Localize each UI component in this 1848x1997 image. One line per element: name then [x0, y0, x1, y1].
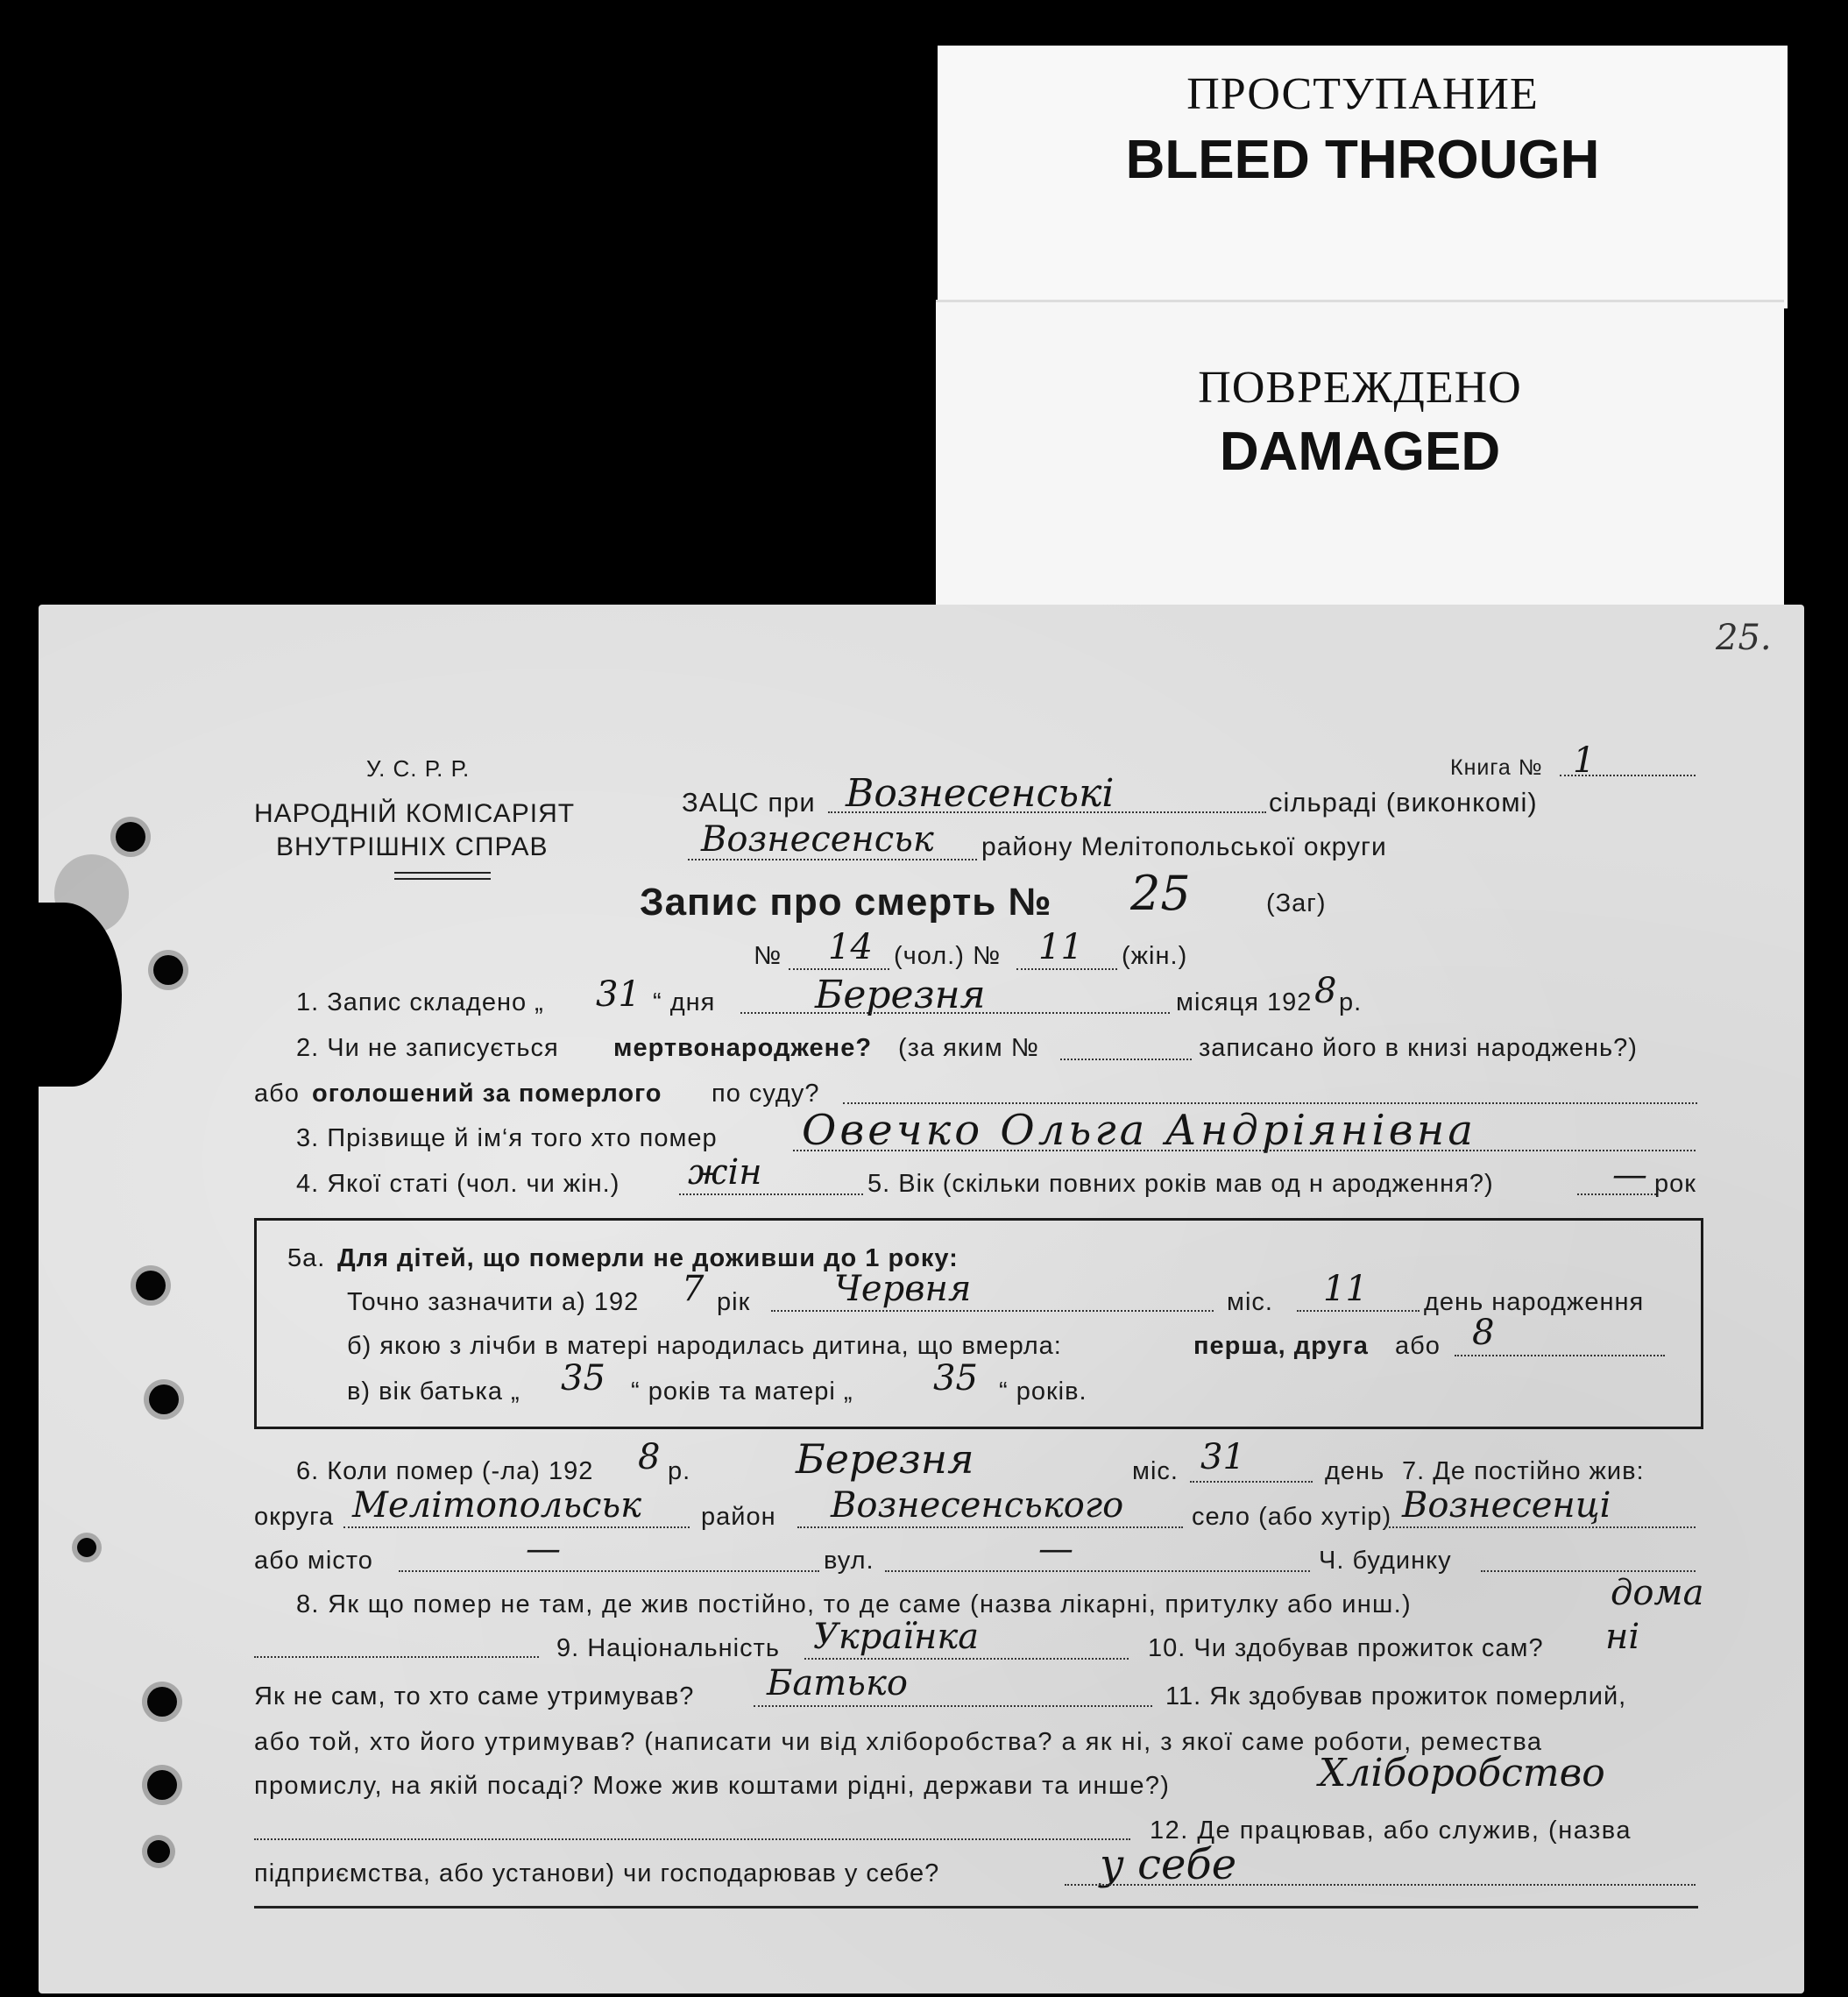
vul-label: вул. [824, 1547, 874, 1575]
raion-label: район [701, 1503, 776, 1531]
field-11-value: Хліборобство [1319, 1751, 1605, 1795]
okruga-label: округа [254, 1503, 335, 1531]
field-5a-month-blank [771, 1310, 1214, 1312]
field-1-label: 1. Запис складено „ [296, 988, 544, 1016]
ussr-label: У. С. Р. Р. [366, 755, 471, 782]
field-5a-title: Для дітей, що померли не доживши до 1 року: [337, 1244, 959, 1272]
field-5a-month-label: міс. [1227, 1288, 1273, 1316]
field-1-end: р. [1339, 988, 1363, 1016]
field-9-label: 9. Національність [556, 1634, 781, 1662]
punch-hole [147, 1687, 177, 1717]
field-6-r: р. [668, 1457, 691, 1485]
field-5a-day-label: день народження [1424, 1288, 1645, 1316]
field-9-blank [804, 1658, 1129, 1660]
female-number: 11 [1038, 927, 1083, 967]
field-8-label: 8. Як що помер не там, де жив постійно, то де саме (назва лікарні, притулку або инш.) [296, 1590, 1412, 1618]
field-3-label: 3. Прізвище й ім‘я того хто помер [296, 1124, 718, 1152]
field-8-value: дома [1611, 1573, 1704, 1613]
field-1-year: 8 [1314, 971, 1337, 1011]
misto-label: або місто [254, 1547, 373, 1575]
field-11-label: 11. Як здобував прожиток померлий, [1165, 1682, 1627, 1710]
support-label: Як не сам, то хто саме утримував? [254, 1682, 695, 1710]
field-6-day-label: день [1325, 1457, 1385, 1485]
field-5a-year: 7 [682, 1269, 705, 1309]
punch-hole [77, 1538, 96, 1557]
punch-hole [116, 822, 145, 852]
district-value: Вознесенськ [701, 819, 934, 860]
field-1-month: Березня [815, 973, 986, 1017]
commissariat-line1: НАРОДНІЙ КОМІСАРІЯТ [254, 799, 576, 828]
field-5a-line1-label: Точно зазначити а) 192 [347, 1288, 640, 1316]
field-5a-line3-label: в) вік батька „ [347, 1377, 520, 1406]
bleed-through-ru: ПРОСТУПАНИЕ [1186, 69, 1539, 119]
field-12-blank [1065, 1884, 1696, 1886]
punch-hole [147, 1770, 177, 1800]
punch-hole [149, 1384, 179, 1414]
field-2-label: 2. Чи не записується [296, 1034, 559, 1062]
field-5a-line2-label: б) якою з лічби в матері народилась дитина, що вмерла: [347, 1332, 1062, 1360]
field-1-day-label: “ дня [653, 988, 716, 1016]
field-12-label: 12. Де працював, або служив, (назва [1150, 1816, 1632, 1845]
selo-value: Вознесенці [1402, 1485, 1611, 1526]
field-4-label: 4. Якої статі (чол. чи жін.) [296, 1170, 620, 1198]
damaged-ru: ПОВРЕЖДЕНО [1198, 363, 1522, 413]
female-blank [1016, 968, 1117, 970]
field-1-day: 31 [596, 974, 641, 1015]
field-2-court-blank [843, 1102, 1697, 1104]
field-4-blank [679, 1193, 863, 1195]
selo-label: село (або хутір) [1192, 1503, 1392, 1531]
field-5-value: — [1612, 1155, 1647, 1195]
male-suffix: (чол.) № [894, 942, 1002, 970]
field-2-stillborn: мертвонароджене? [613, 1034, 873, 1062]
damaged-label-card [936, 300, 1784, 605]
budynok-label: Ч. будинку [1319, 1547, 1452, 1575]
field-12-line2: підприємства, або установи) чи господарював у себе? [254, 1859, 940, 1887]
punch-hole [153, 955, 183, 985]
okruga-blank [343, 1526, 690, 1528]
field-5-unit: рок [1654, 1170, 1696, 1198]
field-12-value: у себе [1100, 1840, 1237, 1889]
field-6-day-blank [1190, 1481, 1313, 1483]
field-7-label: 7. Де постійно жив: [1402, 1457, 1645, 1485]
field-2-court: по суду? [712, 1080, 820, 1108]
commissariat-line2: ВНУТРІШНІХ СПРАВ [276, 832, 549, 861]
field-2-blank [1060, 1059, 1192, 1060]
field-2-number-label: (за яким № [898, 1034, 1039, 1062]
bottom-rule [254, 1906, 1698, 1908]
raion-value: Вознесенського [831, 1485, 1124, 1526]
field-1-month-blank [740, 1012, 1170, 1014]
record-suffix: (Заг) [1266, 889, 1327, 917]
header-rule [394, 872, 491, 874]
district-blank [688, 859, 977, 860]
field-5a-line3-mid: “ років та матері „ [631, 1377, 853, 1406]
field-5a-or: або [1395, 1332, 1441, 1360]
zags-value: Вознесенські [846, 771, 1115, 816]
field-3-blank [793, 1150, 1696, 1151]
field-4-value: жін [688, 1152, 762, 1193]
punch-hole [136, 1271, 166, 1300]
page-number: 25. [1716, 618, 1772, 658]
zags-blank [828, 811, 1266, 813]
field-5a-first-second: перша, друга [1193, 1332, 1369, 1360]
misto-value: — [526, 1529, 561, 1569]
field-5a-day-blank [1297, 1310, 1420, 1312]
field-8-blank [254, 1656, 539, 1658]
zags-label: ЗАЦС при [682, 787, 816, 818]
field-9-value: Українка [813, 1617, 980, 1657]
bleed-through-en: BLEED THROUGH [1125, 130, 1600, 190]
field-10-label: 10. Чи здобував прожиток сам? [1148, 1634, 1544, 1662]
field-6-year: 8 [638, 1437, 661, 1477]
okruga-value: Мелітопольськ [352, 1485, 642, 1526]
record-title: Запис про смерть № [640, 881, 1052, 924]
field-6-label: 6. Коли помер (-ла) 192 [296, 1457, 594, 1485]
female-suffix: (жін.) [1122, 942, 1188, 970]
field-3-value: Овечко Ольга Андріянівна [802, 1106, 1476, 1155]
field-5a-father-age: 35 [561, 1358, 605, 1399]
record-number: 25 [1130, 866, 1191, 921]
field-5a-order: 8 [1472, 1313, 1495, 1353]
field-5a-line3-end: “ років. [999, 1377, 1087, 1406]
field-6-month: Березня [796, 1435, 974, 1483]
field-6-month-label: міс. [1132, 1457, 1179, 1485]
selo-blank [1384, 1526, 1696, 1528]
field-5a-number: 5а. [287, 1244, 326, 1272]
field-5-blank [1577, 1193, 1656, 1195]
field-11-blank [254, 1838, 1130, 1840]
field-5a-order-blank [1455, 1355, 1665, 1356]
book-blank [1560, 775, 1696, 776]
male-number-label: № [754, 942, 782, 970]
field-5a-mother-age: 35 [933, 1358, 978, 1399]
district-label: району Мелітопольської округи [981, 832, 1387, 861]
bleed-through-label-card [938, 46, 1788, 308]
field-5a-year-label: рік [717, 1288, 751, 1316]
field-2-or: або [254, 1080, 300, 1108]
field-1-year-label: місяця 192 [1176, 988, 1313, 1016]
field-2-register: записано його в книзі народжень?) [1199, 1034, 1638, 1062]
field-5a-month: Червня [834, 1269, 972, 1309]
male-blank [789, 968, 889, 970]
field-11-line3: промислу, на якій посаді? Може жив коштами рідні, держави та инше?) [254, 1772, 1171, 1800]
punch-hole [147, 1840, 170, 1863]
vul-value: — [1038, 1529, 1073, 1569]
field-6-day: 31 [1200, 1437, 1245, 1477]
book-number: 1 [1573, 740, 1596, 781]
field-2-declared: оголошений за померлого [312, 1080, 662, 1108]
field-5a-day: 11 [1323, 1269, 1368, 1309]
misto-blank [399, 1570, 819, 1572]
field-5-label: 5. Вік (скільки повних років мав од н ародження?) [867, 1170, 1494, 1198]
male-number: 14 [828, 927, 873, 967]
support-value: Батько [767, 1663, 908, 1703]
damaged-en: DAMAGED [1219, 421, 1501, 482]
raion-blank [797, 1526, 1183, 1528]
budynok-blank [1481, 1570, 1696, 1572]
vul-blank [885, 1570, 1310, 1572]
council-label: сільраді (виконкомі) [1269, 787, 1538, 818]
field-11-line2: або той, хто його утримував? (написати чи від хліборобства? а як ні, з якої саме роботи, ремества [254, 1728, 1543, 1756]
support-blank [754, 1705, 1152, 1707]
book-label: Книга № [1450, 755, 1543, 780]
header-rule [394, 878, 491, 880]
field-10-value: ні [1605, 1617, 1640, 1657]
